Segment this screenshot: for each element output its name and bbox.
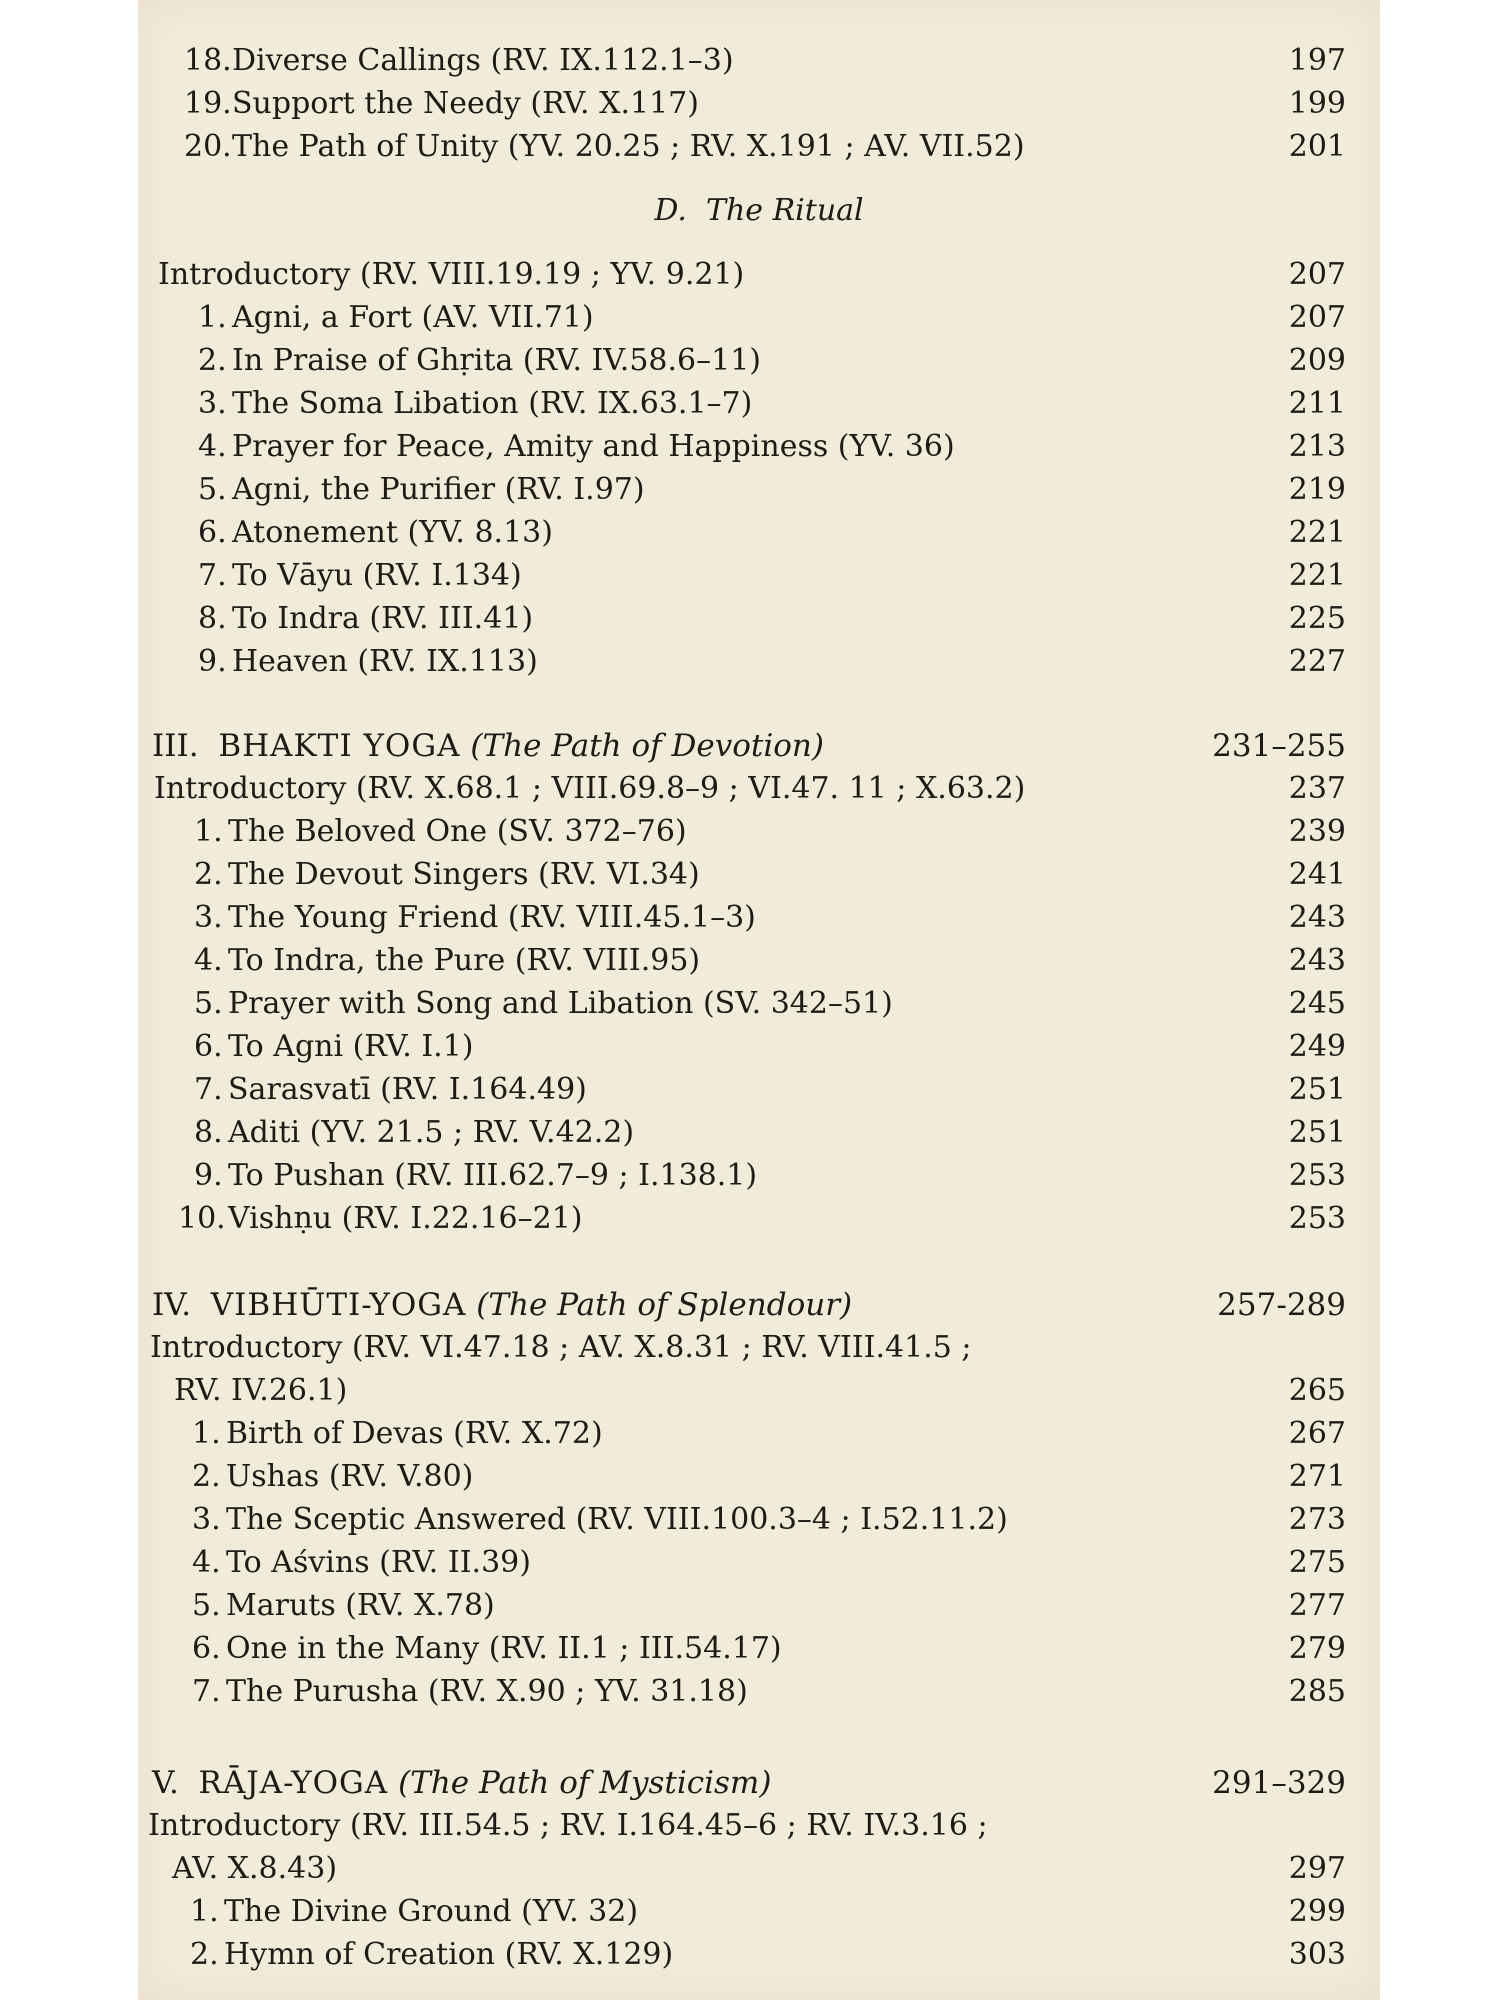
entry-title: The Divine Ground (YV. 32) [224,1894,639,1929]
entry-number: 2. [198,343,227,378]
entry-number: 3. [192,1502,221,1537]
subsection-letter: D. [654,193,687,228]
entry-page: 273 [1288,1502,1346,1537]
toc-entry [138,641,1380,683]
entry-page: 249 [1288,1029,1346,1064]
section-heading [138,1762,1380,1804]
entry-number: 2. [194,857,223,892]
entry-title: Sarasvatī (RV. I.164.49) [228,1072,587,1107]
entry-title: To Aśvins (RV. II.39) [226,1545,531,1580]
toc-entry [138,1456,1380,1498]
entry-number: 2. [192,1459,221,1494]
entry-title: To Agni (RV. I.1) [228,1029,474,1064]
section-page-range: 291–329 [1212,1765,1346,1801]
entry-page: 265 [1288,1373,1346,1408]
entry-number: 3. [194,900,223,935]
entry-title: To Indra, the Pure (RV. VIII.95) [228,943,701,978]
entry-title: To Vāyu (RV. I.134) [232,558,522,593]
toc-entry [138,1413,1380,1455]
toc-entry [138,1069,1380,1111]
toc-entry [138,983,1380,1025]
entry-page: 227 [1288,644,1346,679]
entry-number: 1. [198,300,227,335]
entry-page: 285 [1288,1674,1346,1709]
entry-page: 207 [1288,300,1346,335]
entry-title: Maruts (RV. X.78) [226,1588,495,1623]
entry-page: 211 [1288,386,1346,421]
toc-entry [138,426,1380,468]
section-subtitle: (The Path of Mysticism) [398,1765,772,1801]
toc-intro-entry-continued [138,1370,1380,1412]
entry-page: 279 [1288,1631,1346,1666]
entry-title: Aditi (YV. 21.5 ; RV. V.42.2) [228,1115,635,1150]
entry-page: 271 [1288,1459,1346,1494]
toc-intro-entry [138,768,1380,810]
entry-page: 221 [1288,515,1346,550]
entry-page: 253 [1288,1158,1346,1193]
entry-title: Heaven (RV. IX.113) [232,644,538,679]
section-page-range: 231–255 [1212,728,1346,764]
toc-entry [138,1671,1380,1713]
entry-page: 245 [1288,986,1346,1021]
toc-entry [138,383,1380,425]
entry-title: Introductory (RV. X.68.1 ; VIII.69.8–9 ; VI.47. 11 ; X.63.2) [154,771,1026,806]
entry-number: 2. [190,1937,219,1972]
entry-page: 207 [1288,257,1346,292]
toc-entry [138,1585,1380,1627]
toc-intro-entry [138,1327,1380,1369]
entry-title: Birth of Devas (RV. X.72) [226,1416,603,1451]
entry-number: 4. [198,429,227,464]
section-heading [138,725,1380,767]
toc-entry [138,340,1380,382]
entry-page: 243 [1288,900,1346,935]
entry-title: The Purusha (RV. X.90 ; YV. 31.18) [226,1674,748,1709]
entry-title: Introductory (RV. VI.47.18 ; AV. X.8.31 ; RV. VIII.41.5 ; [150,1330,972,1365]
toc-entry [138,1155,1380,1197]
toc-entry [138,126,1380,168]
entry-page: 239 [1288,814,1346,849]
entry-title: Prayer with Song and Libation (SV. 342–51) [228,986,893,1021]
contents-page [138,0,1380,2000]
toc-entry [138,1542,1380,1584]
toc-intro-entry [138,1805,1380,1847]
entry-number: 5. [192,1588,221,1623]
entry-title: One in the Many (RV. II.1 ; III.54.17) [226,1631,782,1666]
toc-entry [138,555,1380,597]
entry-number: 4. [194,943,223,978]
entry-page: 197 [1288,43,1346,78]
entry-title: The Sceptic Answered (RV. VIII.100.3–4 ; I.52.11.2) [226,1502,1008,1537]
entry-title: Agni, a Fort (AV. VII.71) [232,300,594,335]
subsection-title: The Ritual [705,193,864,228]
toc-entry [138,598,1380,640]
entry-title: Vishṇu (RV. I.22.16–21) [228,1201,583,1236]
entry-page: 267 [1288,1416,1346,1451]
entry-number: 6. [198,515,227,550]
toc-entry [138,854,1380,896]
entry-number: 7. [192,1674,221,1709]
toc-entry [138,897,1380,939]
entry-title: To Indra (RV. III.41) [232,601,534,636]
section-heading [138,1284,1380,1326]
entry-page: 253 [1288,1201,1346,1236]
entry-title: The Young Friend (RV. VIII.45.1–3) [228,900,756,935]
entry-number: 7. [198,558,227,593]
entry-page: 277 [1288,1588,1346,1623]
entry-page: 299 [1288,1894,1346,1929]
entry-title: Introductory (RV. III.54.5 ; RV. I.164.45–6 ; RV. IV.3.16 ; [148,1808,988,1843]
entry-number: 1. [192,1416,221,1451]
entry-page: 243 [1288,943,1346,978]
entry-page: 297 [1288,1851,1346,1886]
entry-page: 219 [1288,472,1346,507]
entry-number: 6. [192,1631,221,1666]
entry-page: 221 [1288,558,1346,593]
section-subtitle: (The Path of Devotion) [470,728,824,764]
toc-entry [138,83,1380,125]
toc-entry [138,811,1380,853]
toc-entry [138,1026,1380,1068]
entry-number: 10. [178,1201,226,1236]
entry-number: 5. [198,472,227,507]
entry-title: Atonement (YV. 8.13) [232,515,553,550]
section-page-range: 257-289 [1217,1287,1346,1323]
entry-page: 213 [1288,429,1346,464]
entry-number: 5. [194,986,223,1021]
section-name: RĀJA-YOGA [198,1765,389,1801]
entry-number: 9. [198,644,227,679]
toc-entry [138,1934,1380,1976]
toc-entry [138,297,1380,339]
toc-entry [138,1198,1380,1240]
entry-page: 251 [1288,1115,1346,1150]
entry-title: The Soma Libation (RV. IX.63.1–7) [232,386,753,421]
entry-page: 209 [1288,343,1346,378]
entry-number: 3. [198,386,227,421]
entry-number: 8. [198,601,227,636]
section-numeral: III. [152,728,199,764]
entry-number: 4. [192,1545,221,1580]
section-name: VIBHŪTI-YOGA [210,1287,467,1323]
entry-title: In Praise of Ghṛita (RV. IV.58.6–11) [232,343,761,378]
entry-title: To Pushan (RV. III.62.7–9 ; I.138.1) [228,1158,758,1193]
entry-number: 8. [194,1115,223,1150]
entry-title-continued: RV. IV.26.1) [174,1373,348,1408]
entry-title: Diverse Callings (RV. IX.112.1–3) [232,43,734,78]
toc-entry [138,1112,1380,1154]
toc-entry [138,40,1380,82]
entry-number: 20. [184,129,232,164]
section-numeral: V. [152,1765,179,1801]
section-subtitle: (The Path of Splendour) [476,1287,853,1323]
entry-title-continued: AV. X.8.43) [172,1851,338,1886]
entry-page: 237 [1288,771,1346,806]
section-name: BHAKTI YOGA [218,728,461,764]
entry-page: 201 [1288,129,1346,164]
toc-entry [138,1891,1380,1933]
entry-title: Agni, the Purifier (RV. I.97) [232,472,645,507]
toc-entry [138,940,1380,982]
entry-title: Ushas (RV. V.80) [226,1459,474,1494]
entry-title: Introductory (RV. VIII.19.19 ; YV. 9.21) [158,257,745,292]
entry-number: 19. [184,86,232,121]
toc-entry [138,1499,1380,1541]
entry-number: 6. [194,1029,223,1064]
entry-title: The Devout Singers (RV. VI.34) [228,857,700,892]
entry-number: 9. [194,1158,223,1193]
section-numeral: IV. [152,1287,192,1323]
entry-page: 241 [1288,857,1346,892]
entry-page: 251 [1288,1072,1346,1107]
toc-entry [138,469,1380,511]
entry-title: Support the Needy (RV. X.117) [232,86,699,121]
entry-number: 1. [194,814,223,849]
subsection-heading [138,190,1380,232]
entry-number: 7. [194,1072,223,1107]
toc-intro-entry [138,254,1380,296]
entry-title: Hymn of Creation (RV. X.129) [224,1937,674,1972]
entry-number: 18. [184,43,232,78]
entry-number: 1. [190,1894,219,1929]
entry-page: 303 [1288,1937,1346,1972]
toc-intro-entry-continued [138,1848,1380,1890]
toc-entry [138,1628,1380,1670]
entry-title: Prayer for Peace, Amity and Happiness (YV. 36) [232,429,955,464]
entry-title: The Path of Unity (YV. 20.25 ; RV. X.191 ; AV. VII.52) [232,129,1025,164]
entry-page: 199 [1288,86,1346,121]
entry-title: The Beloved One (SV. 372–76) [228,814,687,849]
entry-page: 225 [1288,601,1346,636]
toc-entry [138,512,1380,554]
entry-page: 275 [1288,1545,1346,1580]
